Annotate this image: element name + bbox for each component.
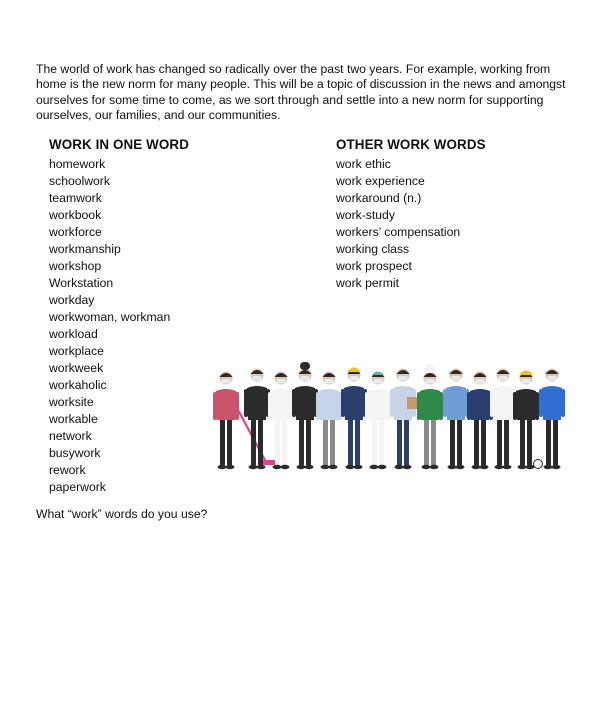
list-item: work-study <box>336 208 395 222</box>
worker-figure <box>213 372 276 470</box>
one-word-list <box>49 156 189 496</box>
list-item: workbook <box>49 208 102 222</box>
worker-figure <box>316 372 342 470</box>
list-item: paperwork <box>49 480 106 494</box>
work-in-one-word-column <box>49 136 189 496</box>
list-item: workers’ compensation <box>336 225 461 239</box>
list-item: workshop <box>49 259 102 273</box>
list-item: Workstation <box>49 276 114 290</box>
list-item: work permit <box>336 276 399 290</box>
list-item: workload <box>49 327 98 341</box>
masked-workers-illustration <box>204 358 580 474</box>
work-in-one-word-heading: WORK IN ONE WORD <box>49 137 189 152</box>
closing-question: What “work” words do you use? <box>36 507 208 521</box>
worker-figure <box>268 372 294 470</box>
list-item: schoolwork <box>49 174 110 188</box>
list-item: work prospect <box>336 259 412 273</box>
list-item: workaround (n.) <box>336 191 422 205</box>
list-item: workweek <box>49 361 104 375</box>
list-item: workday <box>49 293 95 307</box>
list-item: workforce <box>49 225 102 239</box>
list-item: workplace <box>49 344 104 358</box>
list-item: work ethic <box>336 157 391 171</box>
worker-figure <box>443 369 469 470</box>
other-work-words-heading: OTHER WORK WORDS <box>336 137 486 152</box>
list-item: worksite <box>49 395 94 409</box>
other-words-list <box>336 156 486 292</box>
worker-figure <box>292 362 318 469</box>
list-item: working class <box>336 242 410 256</box>
intro-paragraph: The world of work has changed so radically over the past two years. For example, working from home is the new norm for many people. This will be a topic of discussion in the news and amongst ourselves for some time to come, as we sort through and settle into a new norm for supporting ourselves, our families, and our communities. <box>36 62 566 122</box>
worker-figure <box>513 371 539 470</box>
worker-figure <box>490 369 516 470</box>
list-item: work experience <box>336 174 425 188</box>
list-item: workaholic <box>49 378 107 392</box>
worker-figure <box>417 364 443 469</box>
other-work-words-column <box>336 136 486 292</box>
worker-figure <box>365 372 391 470</box>
worker-figure <box>341 368 367 470</box>
list-item: rework <box>49 463 86 477</box>
worker-figure <box>244 369 270 470</box>
list-item: network <box>49 429 92 443</box>
list-item: workable <box>49 412 98 426</box>
worker-figure <box>467 372 493 470</box>
list-item: workmanship <box>49 242 121 256</box>
list-item: teamwork <box>49 191 102 205</box>
list-item: homework <box>49 157 106 171</box>
worker-figure <box>390 369 421 470</box>
list-item: workwoman, workman <box>49 310 171 324</box>
list-item: busywork <box>49 446 101 460</box>
